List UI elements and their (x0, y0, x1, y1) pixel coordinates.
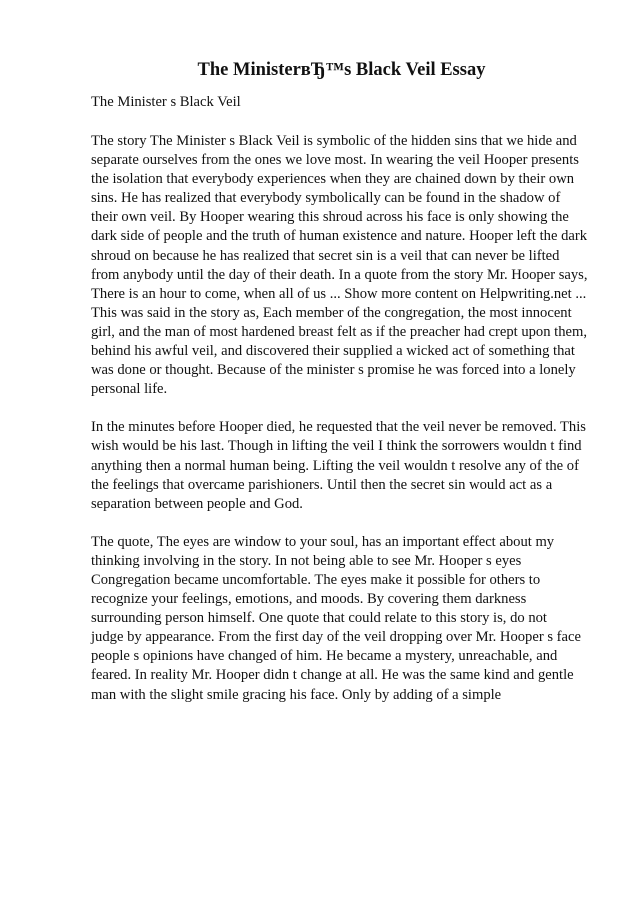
text-line: The quote, The eyes are window to your soul, has an important effect about my (91, 533, 555, 550)
text-line: separate ourselves from the ones we love most. In wearing the veil Hooper presents (91, 152, 579, 169)
text-line: recognize your feelings, emotions, and moods. By covering them darkness (91, 591, 527, 608)
text-line: girl, and the man of most hardened breast felt as if the preacher had crept upon them, (91, 323, 588, 340)
text-line: wish would be his last. Though in lifting the veil I think the sorrowers wouldn t find (91, 438, 582, 455)
text-line: the feelings that overcame parishioners. Until then the secret sin would act as a (91, 476, 553, 493)
text-line: feared. In reality Mr. Hooper didn t change at all. He was the same kind and gentle (91, 667, 574, 684)
paragraph (91, 418, 588, 513)
text-line: dark side of people and the truth of human existence and nature. Hooper left the dark (91, 228, 588, 245)
text-line: the isolation that everybody experiences when they are chained down by their own (91, 171, 575, 188)
paragraph (91, 533, 588, 705)
text-line: sins. He has realized that everybody symbolically can be found in the shadow of (91, 190, 561, 207)
paragraph (91, 132, 588, 399)
text-line: people s opinions have changed of him. He became a mystery, unreachable, and (91, 648, 558, 665)
text-line: There is an hour to come, when all of us ... Show more content on Helpwriting.net ... (91, 285, 587, 302)
text-line: was done or thought. Because of the minister s promise he was forced into a lonely (91, 362, 576, 379)
text-line: their own veil. By Hooper wearing this shroud across his face is only showing the (91, 209, 569, 226)
text-line: In the minutes before Hooper died, he requested that the veil never be removed. This (91, 419, 586, 436)
text-line: judge by appearance. From the first day of the veil dropping over Mr. Hooper s face (91, 629, 581, 646)
text-line: surrounding person himself. One quote that could relate to this story is, do not (91, 610, 547, 627)
text-line: thinking involving in the story. In not being able to see Mr. Hooper s eyes (91, 552, 522, 569)
essay-subtitle: The Minister s Black Veil (91, 94, 241, 110)
essay-title: The MinisterвЂ™s Black Veil Essay (197, 60, 486, 80)
text-line: shroud on because he has realized that secret sin is a veil that can never be lifted (91, 247, 560, 264)
text-line: separation between people and God. (91, 495, 303, 512)
text-line: from anybody until the day of their death. In a quote from the story Mr. Hooper says, (91, 266, 588, 283)
essay-body (91, 132, 588, 705)
text-line: behind his awful veil, and discovered their supplied a wicked act of something that (91, 343, 575, 360)
text-line: personal life. (91, 381, 168, 398)
text-line: The story The Minister s Black Veil is symbolic of the hidden sins that we hide and (91, 133, 577, 149)
text-line: man with the slight smile gracing his face. Only by adding of a simple (91, 686, 502, 703)
text-line: Congregation became uncomfortable. The eyes make it possible for others to (91, 571, 541, 588)
text-line: This was said in the story as, Each member of the congregation, the most innocent (91, 304, 572, 321)
text-line: anything then a normal human being. Lifting the veil wouldn t resolve any of the of (91, 457, 579, 474)
